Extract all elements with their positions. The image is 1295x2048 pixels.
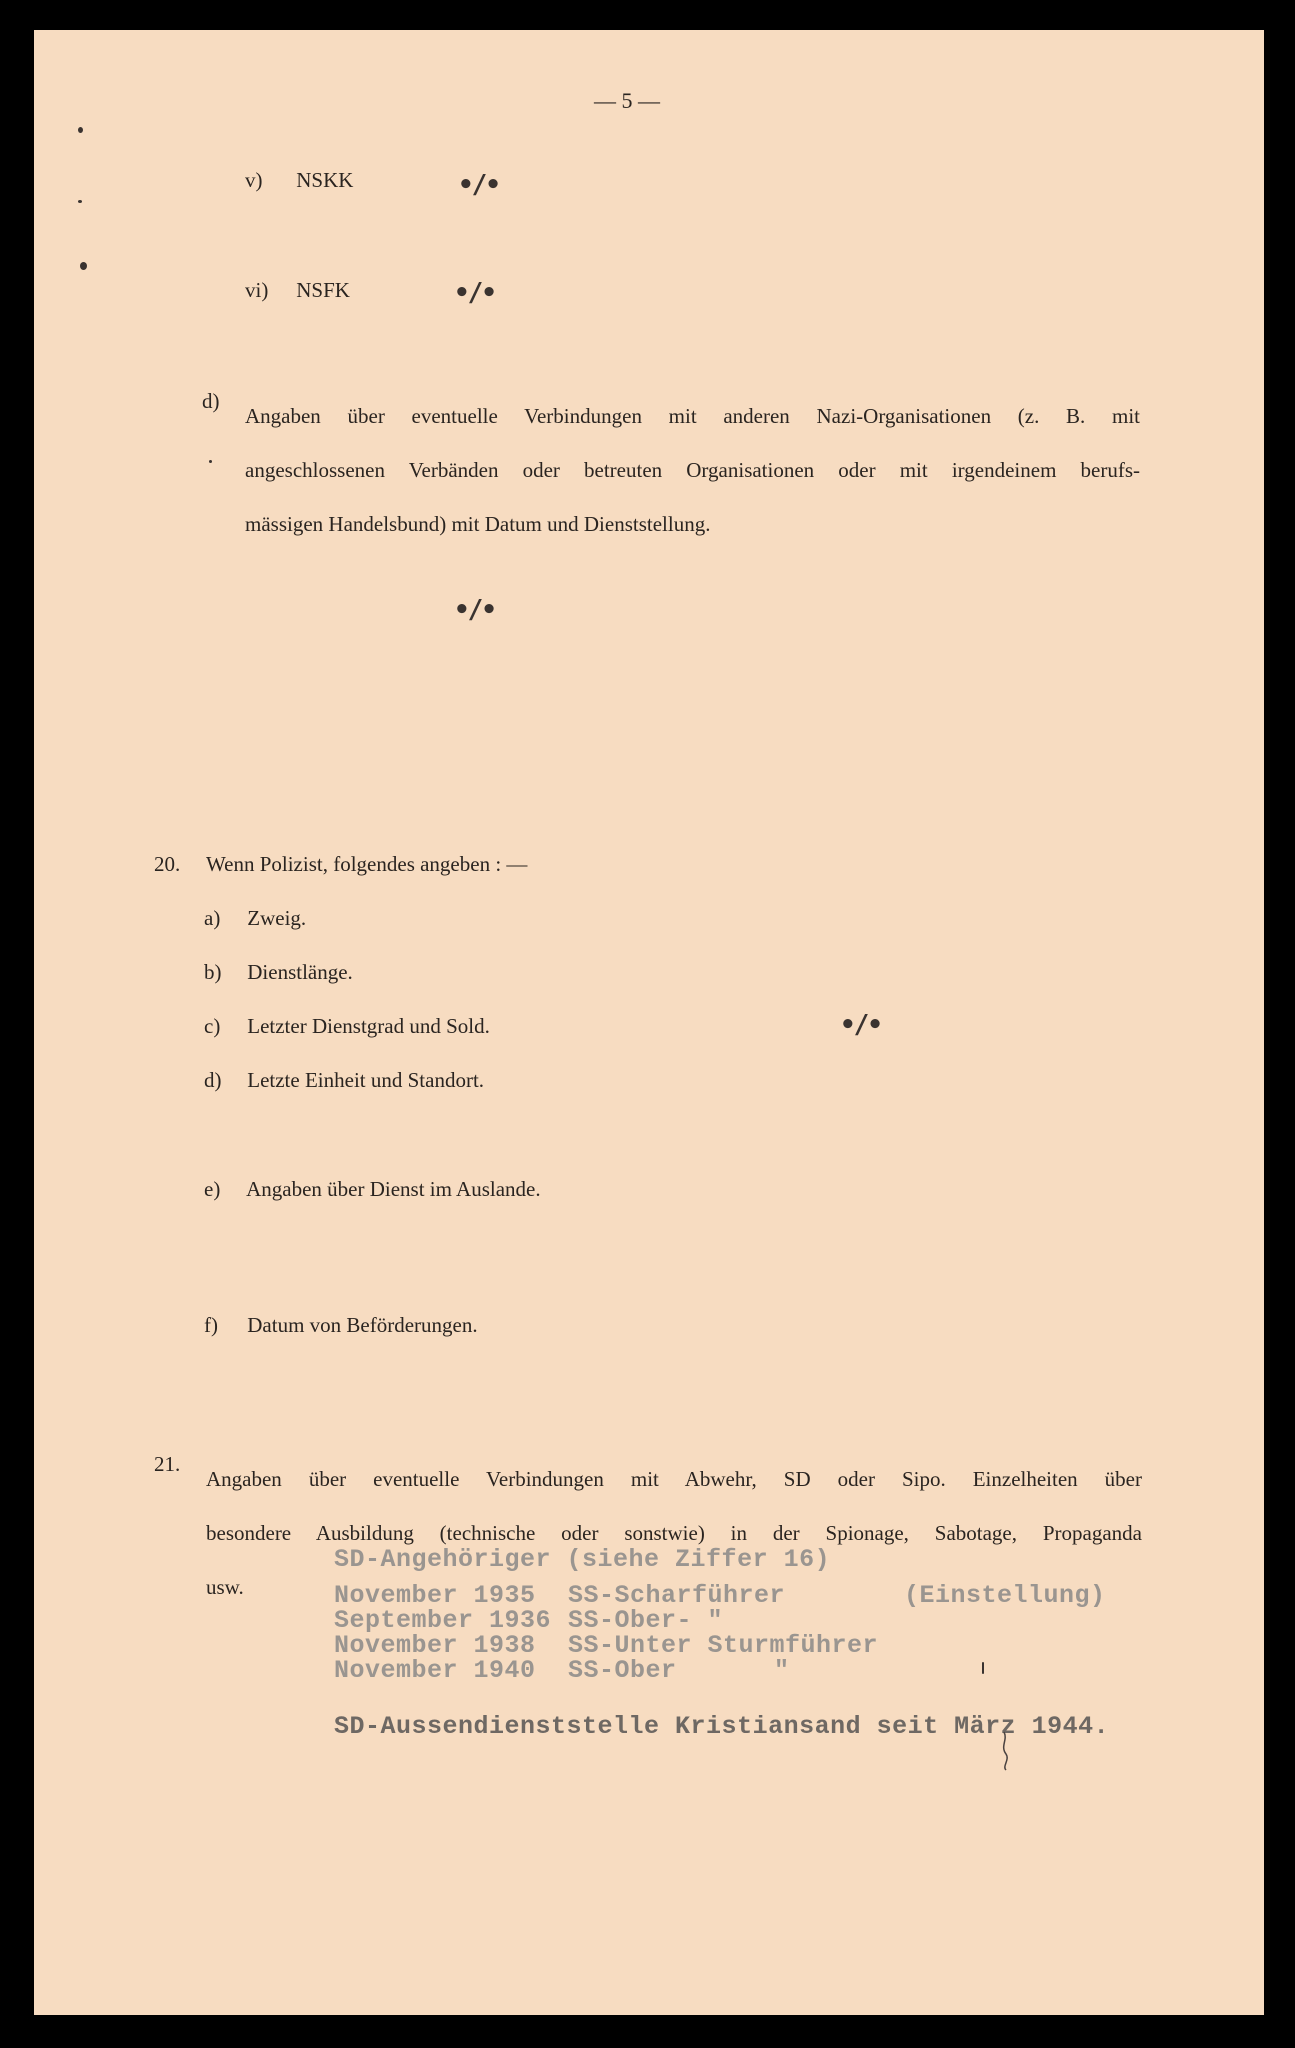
row-label: vi) [245, 278, 269, 302]
nsfk-row [245, 278, 350, 303]
margin-speck [982, 1662, 984, 1674]
paragraph-line: Angaben über eventuelle Verbindungen mit anderen Nazi-Organisationen (z. B. mit [245, 404, 1140, 428]
paragraph-line: mässigen Handelsbund) mit Datum und Dienststellung. [245, 512, 711, 536]
item-label: a) [204, 906, 221, 930]
typed-date: November 1935 [334, 1581, 536, 1610]
row-text: NSKK [296, 168, 354, 192]
typed-rank: SS-Ober- " [568, 1606, 724, 1635]
margin-speck [78, 200, 82, 203]
item-text: Letzter Dienstgrad und Sold. [247, 1014, 490, 1038]
list-item [204, 1177, 541, 1202]
margin-speck [209, 460, 212, 463]
list-item [204, 1313, 478, 1338]
typed-date: November 1940 [334, 1656, 536, 1685]
section-title: Wenn Polizist, folgendes angeben : — [206, 852, 528, 876]
typed-footer: SD-Aussendienststelle Kristiansand seit März 1944. [334, 1712, 1110, 1741]
item-label: b) [204, 960, 222, 984]
document-page [34, 30, 1264, 2015]
margin-speck [80, 262, 87, 270]
paragraph-line: angeschlossenen Verbänden oder betreuten Organisationen oder mit irgendeinem berufs- [245, 458, 1140, 482]
item-label: f) [204, 1313, 218, 1337]
nsfk-value: •/• [454, 278, 495, 308]
item-text: Datum von Beförderungen. [247, 1313, 478, 1337]
margin-speck [78, 127, 83, 133]
section-20-value: •/• [840, 1010, 881, 1040]
paragraph-line: besondere Ausbildung (technische oder sonstwie) in der Spionage, Sabotage, Propaganda [206, 1521, 1142, 1545]
paragraph-d-value: •/• [454, 595, 495, 625]
row-text: NSFK [296, 278, 350, 302]
item-text: Dienstlänge. [247, 960, 353, 984]
paragraph-d [245, 389, 1140, 551]
pen-stroke-mark [994, 1728, 1018, 1772]
typed-note: (Einstellung) [904, 1581, 1106, 1610]
page-number: — 5 — [594, 88, 660, 113]
row-label: v) [245, 168, 263, 192]
item-label: d) [202, 389, 220, 413]
typed-date: September 1936 [334, 1606, 552, 1635]
item-text: Zweig. [247, 906, 307, 930]
item-text: Angaben über Dienst im Auslande. [246, 1177, 541, 1201]
item-label: c) [204, 1014, 221, 1038]
section-number: 20. [154, 852, 181, 876]
section-number: 21. [154, 1452, 181, 1476]
item-text: Letzte Einheit und Standort. [247, 1068, 485, 1092]
list-item [204, 960, 353, 985]
typed-rank: SS-Unter Sturmführer [568, 1631, 879, 1660]
item-label: e) [204, 1177, 221, 1201]
typed-header: SD-Angehöriger (siehe Ziffer 16) [334, 1545, 831, 1574]
paragraph-line: usw. [206, 1575, 244, 1599]
typed-rank: SS-Ober [568, 1656, 677, 1685]
typed-note: " [774, 1656, 790, 1685]
nskk-value: •/• [458, 170, 499, 200]
nskk-row [245, 168, 353, 193]
typed-rank: SS-Scharführer [568, 1581, 786, 1610]
list-item [204, 1014, 490, 1039]
list-item [204, 1068, 484, 1093]
paragraph-line: Angaben über eventuelle Verbindungen mit Abwehr, SD oder Sipo. Einzelheiten über [206, 1467, 1142, 1491]
typed-date: November 1938 [334, 1631, 536, 1660]
item-label: d) [204, 1068, 222, 1092]
list-item [204, 906, 306, 931]
